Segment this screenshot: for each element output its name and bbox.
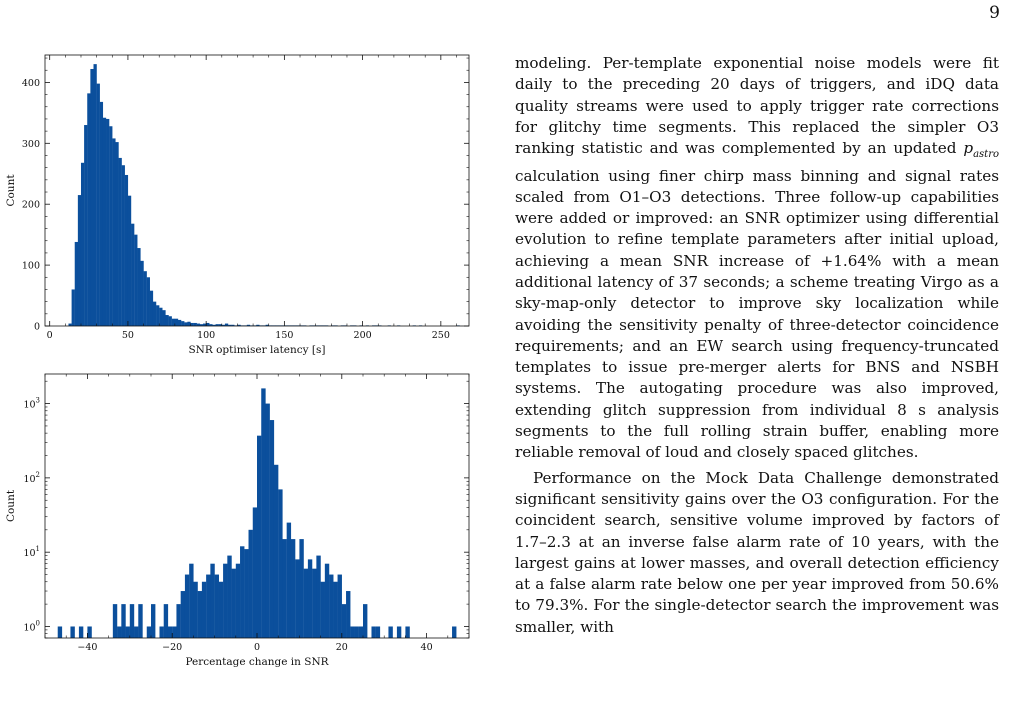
histogram-bar xyxy=(165,315,168,326)
histogram-bar xyxy=(147,277,150,326)
histogram-bar xyxy=(151,604,155,638)
y-tick-label: $10^0$ xyxy=(23,619,40,634)
histogram-bar xyxy=(134,235,137,326)
y-tick-label: 200 xyxy=(21,199,40,211)
histogram-bar xyxy=(184,322,187,326)
histogram-bar xyxy=(189,564,193,638)
histogram-bar xyxy=(185,575,189,638)
histogram-bar xyxy=(329,575,333,638)
latency-histogram xyxy=(0,54,500,364)
histogram-bar xyxy=(115,142,118,326)
x-tick-label: 200 xyxy=(353,330,372,341)
histogram-bar xyxy=(178,320,181,326)
x-axis-title: Percentage change in SNR xyxy=(185,656,329,668)
histogram-bar xyxy=(78,195,81,326)
x-tick-label: −40 xyxy=(77,642,98,653)
histogram-bar xyxy=(138,604,142,638)
histogram-bar xyxy=(253,507,257,638)
histogram-bar xyxy=(338,575,342,638)
histogram-bar xyxy=(261,388,265,638)
histogram-bar xyxy=(168,626,172,638)
y-axis-title: Count xyxy=(5,489,17,523)
y-tick-label: 300 xyxy=(21,138,40,150)
histogram-bar xyxy=(147,626,151,638)
histogram-bar xyxy=(172,626,176,638)
histogram-bar xyxy=(274,465,278,638)
histogram-bar xyxy=(249,530,253,638)
histogram-bar xyxy=(94,64,97,326)
histogram-bar xyxy=(191,323,194,326)
histogram-bar xyxy=(342,604,346,638)
histogram-bar xyxy=(321,582,325,638)
histogram-bar xyxy=(236,564,240,638)
histogram-bar xyxy=(325,564,329,638)
histogram-bar xyxy=(134,626,138,638)
histogram-bar xyxy=(278,489,282,638)
histogram-bar xyxy=(187,322,190,326)
y-tick-label: $10^2$ xyxy=(23,470,40,485)
histogram-bar xyxy=(405,626,409,638)
histogram-bar xyxy=(194,323,197,326)
histogram-bar xyxy=(452,626,456,638)
x-tick-label: 50 xyxy=(121,330,134,341)
histogram-bar xyxy=(363,604,367,638)
histogram-bar xyxy=(291,539,295,638)
histogram-bar xyxy=(376,626,380,638)
histogram-bar xyxy=(299,539,303,638)
x-tick-label: 100 xyxy=(197,330,216,341)
histogram-bar xyxy=(287,523,291,638)
snr-change-histogram xyxy=(0,367,500,677)
histogram-bar xyxy=(164,604,168,638)
histogram-bar xyxy=(103,118,106,326)
histogram-bar xyxy=(75,242,78,326)
histogram-bar xyxy=(346,591,350,638)
y-tick-label: 0 xyxy=(33,321,40,333)
histogram-bar xyxy=(156,305,159,326)
histogram-bar xyxy=(97,84,100,326)
histogram-bar xyxy=(350,626,354,638)
histogram-bar xyxy=(130,604,134,638)
histogram-bar xyxy=(202,582,206,638)
histogram-bar xyxy=(227,556,231,638)
x-tick-label: −20 xyxy=(162,642,183,653)
y-tick-label: $10^3$ xyxy=(23,396,40,411)
histogram-bar xyxy=(312,569,316,638)
histogram-bar xyxy=(87,626,91,638)
histogram-bar xyxy=(121,604,125,638)
histogram-bar xyxy=(193,582,197,638)
y-tick-label: $10^1$ xyxy=(23,545,40,560)
paragraph-2: Performance on the Mock Data Challenge demonstrated significant sensitivity gains over the O3 configuration. For the coincident search, sensitive volume improved by factors of 1.7–2.3 at an inverse false alarm rate of 10 years, with the largest gains at lower masses, and overall detection efficiency at a false alarm rate below one per year improved from 50.6% to 79.3%. For the single-detector search the improvement was smaller, with xyxy=(515,468,999,636)
x-tick-label: 0 xyxy=(46,330,53,341)
histogram-bar xyxy=(150,291,153,326)
histogram-bar xyxy=(128,196,131,326)
histogram-bar xyxy=(308,559,312,638)
body-text xyxy=(515,53,999,638)
histogram-bar xyxy=(240,546,244,638)
histogram-bar xyxy=(232,569,236,638)
histogram-bar xyxy=(206,323,209,326)
page-number: 9 xyxy=(989,3,1000,23)
histogram-bar xyxy=(355,626,359,638)
histogram-bar xyxy=(270,420,274,638)
x-tick-label: 0 xyxy=(253,642,261,653)
y-tick-label: 400 xyxy=(21,77,40,89)
histogram-bar xyxy=(70,626,74,638)
histogram-bar xyxy=(316,556,320,638)
histogram-bar xyxy=(112,138,115,326)
histogram-bar xyxy=(175,319,178,326)
y-axis-title: Count xyxy=(5,174,17,207)
histogram-bar xyxy=(79,626,83,638)
histogram-bar xyxy=(215,575,219,638)
histogram-bar xyxy=(159,308,162,326)
histogram-bar xyxy=(125,175,128,326)
histogram-bar xyxy=(126,626,130,638)
histogram-bar xyxy=(109,126,112,326)
histogram-bar xyxy=(122,165,125,326)
y-tick-label: 100 xyxy=(21,260,40,272)
histogram-bar xyxy=(333,582,337,638)
histogram-bar xyxy=(304,569,308,638)
histogram-bar xyxy=(371,626,375,638)
histogram-bar xyxy=(206,575,210,638)
histogram-bar xyxy=(282,539,286,638)
histogram-bar xyxy=(210,564,214,638)
histogram-bar xyxy=(388,626,392,638)
histogram-bar xyxy=(223,564,227,638)
histogram-bar xyxy=(58,626,62,638)
histogram-bar xyxy=(159,626,163,638)
histogram-bar xyxy=(162,310,165,326)
histogram-bar xyxy=(244,549,248,638)
histogram-bar xyxy=(87,93,90,326)
paragraph-1: modeling. Per-template exponential noise models were fit daily to the preceding 20 days of triggers, and iDQ data quality streams were used to apply trigger rate corrections for glitchy time segments. This replaced the simpler O3 ranking statistic and was complemented by an updated $p_{astro}$ calculation using finer chirp mass binning and signal rates scaled from O1–O3 detections. Three follow-up capabilities were added or improved: an SNR optimizer using differential evolution to refine template parameters after initial upload, achieving a mean SNR increase of +1.64% with a mean additional latency of 37 seconds; a scheme treating Virgo as a sky-map-only detector to improve sky localization while avoiding the sensitivity penalty of three-detector coincidence requirements; and an EW search using frequency-truncated templates to issue pre-merger alerts for BNS and NSBH systems. The autogating procedure was also improved, extending glitch suppression from individual 8 s analysis segments to the full rolling strain buffer, enabling more reliable removal of loud and closely spaced glitches. xyxy=(515,54,999,462)
histogram-bar xyxy=(153,302,156,326)
histogram-bar xyxy=(90,69,93,326)
x-tick-label: 40 xyxy=(420,642,433,653)
histogram-bar xyxy=(140,261,143,326)
histogram-bar xyxy=(131,224,134,326)
histogram-bar xyxy=(181,591,185,638)
histogram-bar xyxy=(176,604,180,638)
x-axis-title: SNR optimiser latency [s] xyxy=(188,344,326,356)
histogram-bar xyxy=(172,319,175,326)
x-tick-label: 250 xyxy=(431,330,450,341)
histogram-bar xyxy=(219,582,223,638)
x-tick-label: 20 xyxy=(335,642,348,653)
histogram-bar xyxy=(295,559,299,638)
x-tick-label: 150 xyxy=(275,330,294,341)
histogram-bar xyxy=(113,604,117,638)
histogram-bar xyxy=(72,289,75,326)
histogram-bar xyxy=(100,102,103,326)
histogram-bar xyxy=(106,119,109,326)
histogram-bar xyxy=(81,163,84,326)
histogram-bar xyxy=(137,248,140,326)
histogram-bar xyxy=(359,626,363,638)
histogram-bar xyxy=(119,158,122,326)
histogram-bar xyxy=(84,125,87,326)
histogram-bar xyxy=(117,626,121,638)
histogram-bar xyxy=(265,404,269,638)
histogram-bar xyxy=(144,271,147,326)
histogram-bar xyxy=(169,316,172,326)
histogram-bar xyxy=(198,591,202,638)
p-astro-symbol: $p_{astro}$ xyxy=(963,139,999,161)
histogram-bar xyxy=(397,626,401,638)
histogram-bar xyxy=(257,436,261,638)
histogram-bar xyxy=(181,321,184,326)
